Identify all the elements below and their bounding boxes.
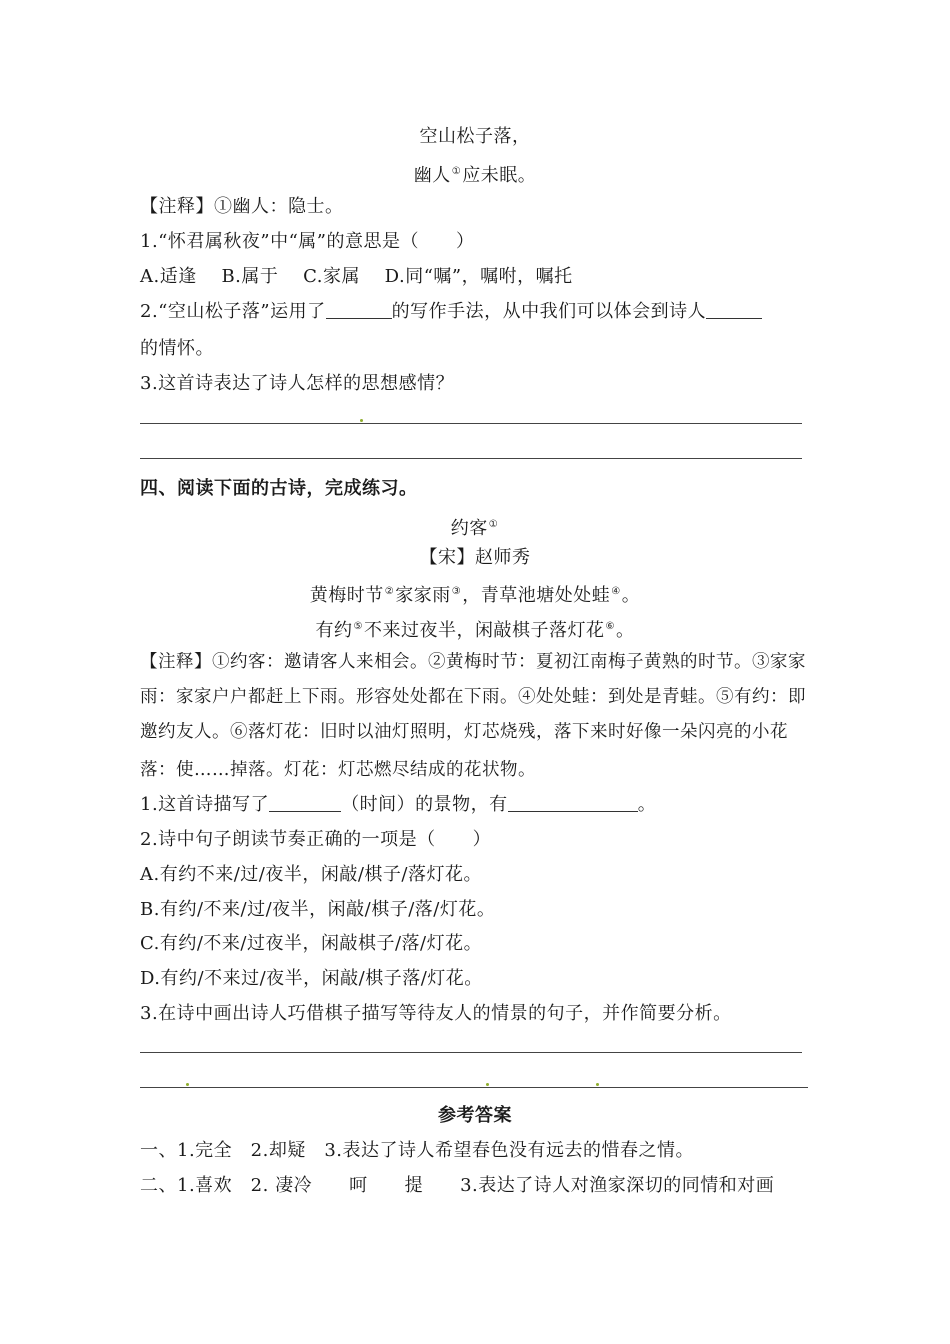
option-b: B.有约/不来/过/夜半，闲敲/棋子/落/灯花。 (140, 899, 496, 920)
answer-line-2: 二、1.喜欢 2. 凄冷 呵 提 3.表达了诗人对渔家深切的同情和对画 (140, 1175, 775, 1196)
question-2-cont: 的情怀。 (140, 338, 214, 359)
mark-dot (186, 1083, 189, 1086)
answer-line-1: 一、1.完全 2.却疑 3.表达了诗人希望春色没有远去的惜春之情。 (140, 1140, 695, 1161)
answer-line[interactable] (140, 423, 802, 424)
poem1-line: 空山松子落， (419, 126, 531, 147)
option-a: A.有约不来/过/夜半，闲敲/棋子/落灯花。 (140, 864, 482, 885)
question-1: 1.“怀君属秋夜”中“属”的意思是（ ） (140, 231, 475, 252)
option-c: C.有约/不来/过夜半，闲敲棋子/落/灯花。 (140, 933, 483, 954)
mark-dot (486, 1083, 489, 1086)
poem-note: 邀约友人。⑥落灯花：旧时以油灯照明，灯芯烧残，落下来时好像一朵闪亮的小花 (140, 722, 788, 742)
poem1-note: 【注释】①幽人：隐士。 (140, 196, 344, 217)
question-1-options: A.适逢 B.属于 C.家属 D.同“嘱”，嘱咐，嘱托 (140, 266, 573, 287)
poem-title: 约客① (450, 518, 499, 539)
question-3: 3.在诗中画出诗人巧借棋子描写等待友人的情景的句子，并作简要分析。 (140, 1003, 732, 1024)
question-2: 2.“空山松子落”运用了 的写作手法，从中我们可以体会到诗人 (140, 299, 810, 325)
poem-note: 雨：家家户户都赶上下雨。形容处处都在下雨。④处处蛙：到处是青蛙。⑤有约：即 (140, 687, 806, 707)
poem-note: 落：使……掉落。灯花：灯芯燃尽结成的花状物。 (140, 760, 536, 780)
mark-dot (360, 419, 363, 422)
answer-blank[interactable] (508, 793, 638, 812)
poem-line: 黄梅时节②家家雨③，青草池塘处处蛙④。 (309, 585, 641, 606)
poem-line: 有约⑤不来过夜半，闲敲棋子落灯花⑥。 (315, 620, 635, 641)
answer-line[interactable] (140, 1052, 802, 1053)
poem-note: 【注释】①约客：邀请客人来相会。②黄梅时节：夏初江南梅子黄熟的时节。③家家 (140, 652, 806, 672)
poem-author: 【宋】赵师秀 (419, 547, 531, 568)
answer-blank[interactable] (326, 300, 392, 319)
question-2: 2.诗中句子朗读节奏正确的一项是（ ） (140, 829, 492, 850)
answer-blank[interactable] (269, 793, 341, 812)
mark-dot (596, 1083, 599, 1086)
option-d: D.有约/不来过/夜半，闲敲/棋子落/灯花。 (140, 968, 483, 989)
answer-blank[interactable] (706, 300, 762, 319)
answer-line[interactable] (140, 1087, 808, 1088)
question-1: 1.这首诗描写了 （时间）的景物，有 。 (140, 794, 657, 815)
poem1-line: 幽人①应未眠。 (413, 165, 537, 186)
question-3: 3.这首诗表达了诗人怎样的思想感情？ (140, 373, 455, 394)
section-heading: 四、阅读下面的古诗，完成练习。 (140, 478, 418, 499)
answer-line[interactable] (140, 458, 802, 459)
answers-heading: 参考答案 (438, 1105, 512, 1126)
